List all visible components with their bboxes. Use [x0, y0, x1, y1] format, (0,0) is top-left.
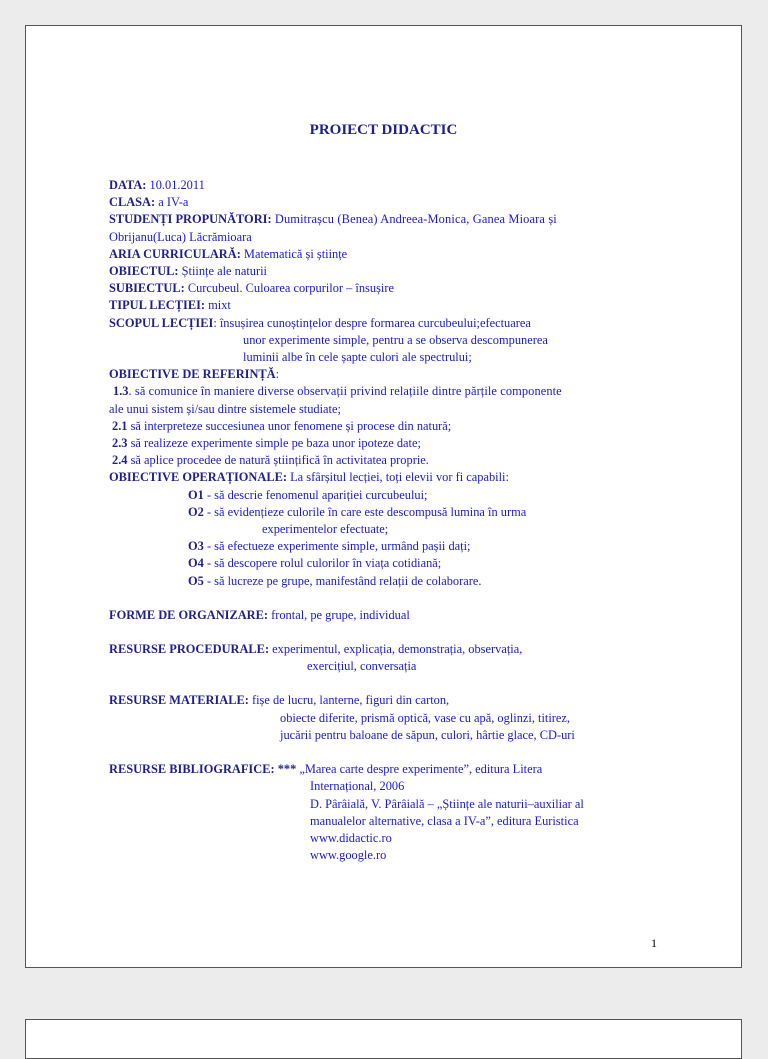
objective-number: 2.4 — [112, 453, 128, 468]
material-resources-label: RESURSE MATERIALE: — [109, 693, 249, 708]
procedural-resources-label: RESURSE PROCEDURALE: — [109, 642, 270, 657]
organization-forms-line — [109, 607, 669, 624]
objective-number: 2.1 — [112, 418, 128, 433]
class-value: a IV-a — [155, 195, 189, 210]
objective-text: - să descrie fenomenul apariției curcubeului; — [203, 487, 428, 502]
objective-number: O2 — [188, 504, 204, 519]
bibliographic-resources-label: RESURSE BIBLIOGRAFICE: — [109, 762, 275, 777]
objective-text: - să lucreze pe grupe, manifestând relații de colaborare. — [203, 573, 482, 588]
objective-text: . să comunice în maniere diverse observații privind relațiile dintre părțile componente — [128, 384, 562, 399]
date-line — [109, 177, 669, 194]
procedural-resources-line — [109, 641, 669, 658]
reference-objective-2-3 — [109, 435, 669, 452]
bibliographic-link-google: www.google.ro — [310, 848, 387, 863]
operational-objective-o2-cont: experimentelor efectuate; — [262, 522, 389, 537]
reference-objective-1-3 — [109, 383, 669, 400]
reference-objective-2-4 — [109, 452, 669, 469]
material-resources-line-3: jucării pentru baloane de săpun, culori, hârtie glace, CD-uri — [280, 727, 575, 742]
subject-line — [109, 263, 669, 280]
organization-forms-label: FORME DE ORGANIZARE: — [109, 607, 269, 622]
operational-objective-o5 — [109, 573, 669, 590]
document-page — [25, 25, 742, 968]
reference-objective-1-3-cont: ale unui sistem și/sau dintre sistemele studiate; — [109, 401, 341, 416]
date-label: DATA: — [109, 178, 147, 192]
lesson-purpose-label: SCOPUL LECȚIEI — [109, 315, 214, 330]
operational-objective-o3 — [109, 538, 669, 555]
bibliographic-resources-line — [109, 761, 669, 778]
curricular-area-line — [109, 246, 669, 263]
objective-text: - să evidențieze culorile în care este descompusă lumina în urma — [203, 504, 527, 519]
reference-objectives-heading — [109, 366, 669, 383]
curricular-area-label: ARIA CURRICULARĂ: — [109, 246, 241, 261]
objective-number: O5 — [188, 573, 204, 588]
bibliographic-stars: *** — [274, 762, 297, 777]
subject-value: Științe ale naturii — [178, 264, 267, 279]
material-resources-value: fișe de lucru, lanterne, figuri din carton, — [248, 693, 450, 708]
page-number: 1 — [651, 936, 657, 950]
reference-objectives-colon: : — [275, 367, 280, 382]
topic-line — [109, 280, 669, 297]
curricular-area-value: Matematică și științe — [240, 246, 348, 261]
bibliographic-resources-value: „Marea carte despre experimente”, editura Litera — [296, 762, 543, 777]
procedural-resources-line-2: exercițiul, conversația — [307, 659, 417, 674]
spacer — [109, 590, 669, 607]
lesson-type-label: TIPUL LECȚIEI: — [109, 298, 206, 313]
objective-number: O4 — [188, 556, 204, 571]
procedural-resources-value: experimentul, explicația, demonstrația, observația, — [269, 642, 523, 657]
lesson-purpose-line — [109, 315, 669, 332]
objective-text: să aplice procedee de natură științifică în activitatea proprie. — [127, 453, 429, 468]
lesson-purpose-value: : însușirea cunoștințelor despre formarea curcubeului;efectuarea — [213, 315, 531, 330]
operational-objectives-intro: La sfârșitul lecției, toți elevii vor fi capabili: — [286, 470, 509, 485]
class-line — [109, 194, 669, 211]
reference-objective-2-1 — [109, 418, 669, 435]
lesson-purpose-line-3: luminii albe în cele șapte culori ale spectrului; — [243, 350, 472, 365]
bibliographic-line-3: D. Pârâială, V. Pârâială – „Științe ale naturii–auxiliar al — [310, 796, 584, 811]
document-body — [109, 177, 669, 864]
bibliographic-link-didactic: www.didactic.ro — [310, 830, 392, 845]
reference-objectives-label: OBIECTIVE DE REFERINȚĂ — [109, 367, 276, 382]
organization-forms-value: frontal, pe grupe, individual — [268, 607, 410, 622]
date-value: 10.01.2011 — [146, 178, 205, 192]
students-label: STUDENȚI PROPUNĂTORI: — [109, 212, 272, 227]
objective-number: 2.3 — [112, 436, 128, 451]
objective-text: să interpreteze succesiunea unor fenomene și procese din natură; — [127, 418, 452, 433]
bibliographic-line-2: Internațional, 2006 — [310, 779, 405, 794]
students-line — [109, 211, 669, 228]
spacer — [109, 675, 669, 692]
material-resources-line-2: obiecte diferite, prismă optică, vase cu apă, oglinzi, titirez, — [280, 710, 571, 725]
objective-number: O1 — [188, 487, 204, 502]
objective-number: O3 — [188, 539, 204, 554]
lesson-type-value: mixt — [205, 298, 231, 313]
operational-objective-o1 — [109, 487, 669, 504]
next-page-edge — [25, 1019, 742, 1059]
students-line-cont: Obrijanu(Luca) Lăcrămioara — [109, 229, 252, 244]
spacer — [109, 744, 669, 761]
students-value: Dumitrașcu (Benea) Andreea-Monica, Ganea Mioara și — [271, 212, 557, 227]
objective-text: - să efectueze experimente simple, urmând pașii dați; — [203, 539, 471, 554]
operational-objective-o4 — [109, 555, 669, 572]
objective-text: să realizeze experimente simple pe baza unor ipoteze date; — [127, 436, 421, 451]
operational-objectives-label: OBIECTIVE OPERAȚIONALE: — [109, 470, 287, 485]
bibliographic-line-4: manualelor alternative, clasa a IV-a”, editura Euristica — [310, 813, 579, 828]
operational-objectives-heading — [109, 469, 669, 486]
spacer — [109, 624, 669, 641]
subject-label: OBIECTUL: — [109, 264, 179, 279]
topic-value: Curcubeul. Culoarea corpurilor – însușire — [184, 281, 394, 296]
objective-number: 1.3 — [113, 384, 129, 399]
class-label: CLASA: — [109, 195, 156, 210]
document-title: PROIECT DIDACTIC — [309, 122, 458, 138]
lesson-purpose-line-2: unor experimente simple, pentru a se observa descompunerea — [243, 332, 548, 347]
material-resources-line — [109, 692, 669, 709]
operational-objective-o2 — [109, 504, 669, 521]
objective-text: - să descopere rolul culorilor în viața cotidiană; — [203, 556, 442, 571]
lesson-type-line — [109, 297, 669, 314]
topic-label: SUBIECTUL: — [109, 281, 185, 296]
